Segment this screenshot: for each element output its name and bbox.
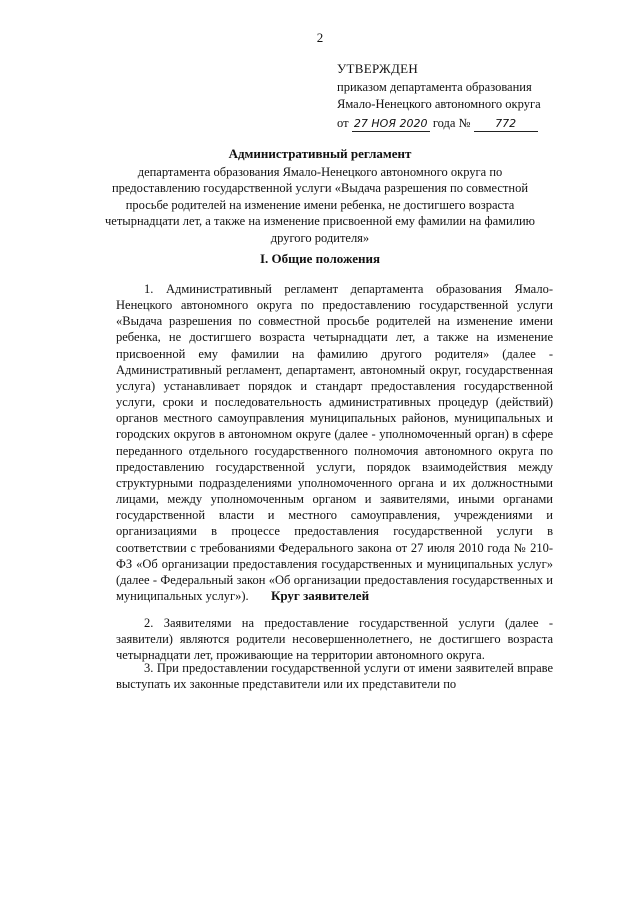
page-number: 2: [316, 30, 324, 45]
section-heading-general: I. Общие положения: [260, 251, 380, 266]
approval-stamp: [337, 60, 627, 132]
handwritten-order-number: 772: [474, 117, 538, 132]
section-heading-applicants: Круг заявителей: [270, 588, 370, 603]
year-number-label: года №: [432, 116, 471, 130]
from-label: от: [337, 116, 349, 130]
approval-line-2: Ямало-Ненецкого автономного округа: [337, 97, 541, 111]
paragraph-1: 1. Административный регламент департамента образования Ямало-Ненецкого автономного округа по предоставлению государственной услуги «Выдача разрешения по совместной просьбе родителей на изменение имени ребенка, не достигшего возраста четырнадцати лет, а также на изменение присвоенной ему фамилии на фамилию другого родителя» (далее - Административный регламент, департамент, автономный округ, государственная услуга) устанавливает порядок и стандарт предоставления государственной услуги, сроки и последовательность административных процедур (действий) органов местного самоуправления муниципальных районов, муниципальных и городских округов в автономном округе (далее - уполномоченный орган) в сфере переданного отдельного государственного полномочия автономного округа по предоставлению государственной услуги, порядок взаимодействия между структурными подразделениями уполномоченного органа и их должностными лицами, между уполномоченным органом и заявителями, иными органами государственной власти и местного самоуправления, учреждениями и организациями в процессе предоставления государственной услуги в соответствии с требованиями Федерального закона от 27 июля 2010 года № 210-ФЗ «Об организации предоставления государственных и муниципальных услуг» (далее - Федеральный закон «Об организации предоставления государственных и муниципальных услуг»).: [116, 282, 553, 603]
approved-label: УТВЕРЖДЕН: [337, 61, 419, 76]
order-line: [337, 115, 627, 132]
approval-line-1: приказом департамента образования: [337, 80, 532, 94]
paragraph-3: 3. При предоставлении государственной услуги от имени заявителей вправе выступать их законные представители или их представители по: [116, 661, 553, 692]
document-subtitle: департамента образования Ямало-Ненецкого автономного округа по предоставлению государственной услуги «Выдача разрешения по совместной просьбе родителей на изменение имени ребенка, не достигшего возраста четырнадцати лет, а также на изменение присвоенной ему фамилии на фамилию другого родителя»: [105, 164, 535, 245]
document-title-block: [100, 146, 540, 247]
paragraph-2: 2. Заявителями на предоставление государственной услуги (далее - заявители) являются родители несовершеннолетнего, не достигшего возраста четырнадцати лет, проживающие на территории автономного округа.: [116, 616, 553, 663]
handwritten-date: 27 НОЯ 2020: [352, 117, 430, 132]
document-title: Административный регламент: [228, 146, 412, 161]
